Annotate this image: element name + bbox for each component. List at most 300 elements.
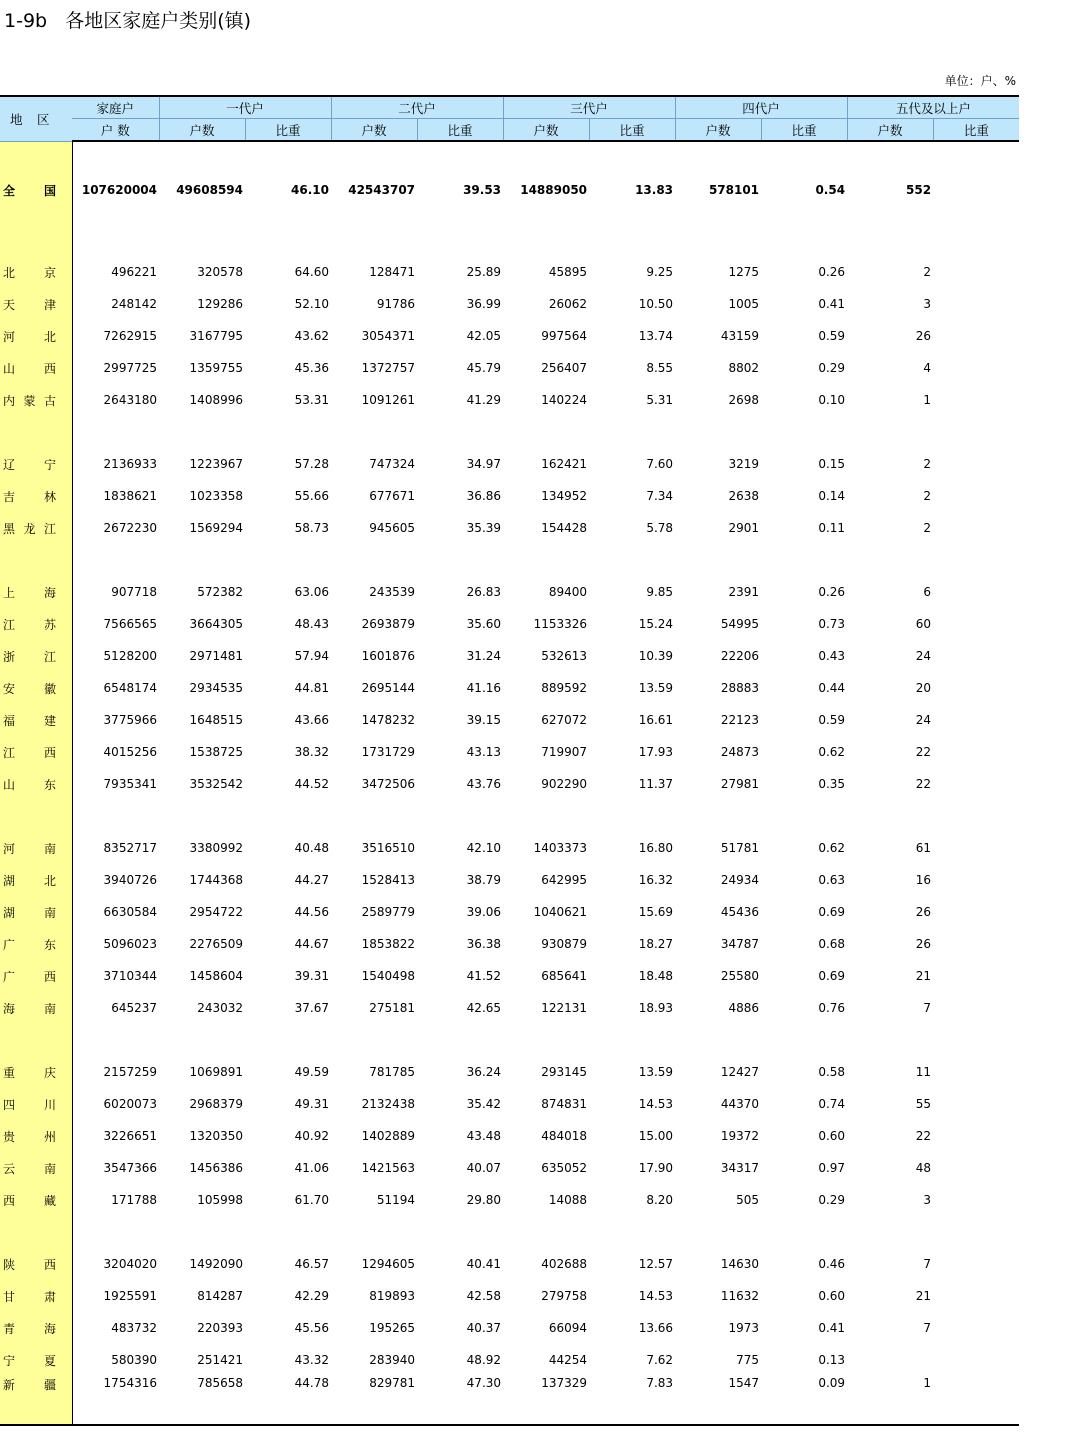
- region-cell: [0, 384, 72, 416]
- region-char: 庆: [43, 1065, 56, 1080]
- region-cell: [0, 1248, 72, 1280]
- value-cell: 1: [923, 393, 932, 407]
- value-cell: 57.28: [294, 457, 330, 471]
- value-cell: 14088: [548, 1193, 588, 1207]
- header-group-3: 三代户: [503, 96, 675, 119]
- value-cell: 36.38: [466, 937, 502, 951]
- value-cell: 2968379: [189, 1097, 243, 1111]
- value-cell: 1538725: [189, 745, 243, 759]
- value-cell: 0.59: [818, 713, 846, 727]
- value-cell: 22206: [720, 649, 760, 663]
- value-cell: 6630584: [103, 905, 157, 919]
- region-name: [3, 872, 56, 889]
- header-group-2: 二代户: [331, 96, 503, 119]
- value-cell: 3516510: [361, 841, 416, 855]
- value-cell: 8.55: [646, 361, 674, 375]
- value-cell: 1403373: [533, 841, 588, 855]
- region-name: [3, 1160, 56, 1177]
- value-cell: 0.60: [818, 1289, 846, 1303]
- value-cell: 0.14: [818, 489, 846, 503]
- region-name: [3, 1064, 56, 1081]
- value-cell: 2698: [728, 393, 760, 407]
- value-cell: 55.66: [294, 489, 330, 503]
- value-cell: 91786: [376, 297, 416, 311]
- value-cell: 483732: [111, 1321, 157, 1335]
- region-char: 福: [3, 713, 16, 728]
- value-cell: 38.32: [294, 745, 330, 759]
- value-cell: 0.35: [818, 777, 846, 791]
- value-cell: 40.37: [466, 1321, 502, 1335]
- value-cell: 34.97: [466, 457, 502, 471]
- value-cell: 13.83: [635, 183, 674, 197]
- region-char: 内: [3, 393, 16, 408]
- value-cell: 36.86: [466, 489, 502, 503]
- value-cell: 635052: [541, 1161, 588, 1175]
- value-cell: 1223967: [189, 457, 243, 471]
- value-cell: 0.10: [818, 393, 846, 407]
- value-cell: 2157259: [103, 1065, 157, 1079]
- value-cell: 3940726: [103, 873, 157, 887]
- value-cell: 44.52: [294, 777, 330, 791]
- value-cell: 645237: [111, 1001, 157, 1015]
- value-cell: 44.78: [245, 1376, 331, 1425]
- spacer-row: [0, 141, 1019, 156]
- value-cell: 14630: [720, 1257, 760, 1271]
- value-cell: 40.48: [294, 841, 330, 855]
- value-cell: 21: [915, 969, 932, 983]
- table-row: [0, 992, 1019, 1024]
- table-row: [0, 640, 1019, 672]
- value-cell: 0.97: [818, 1161, 846, 1175]
- table-row: [0, 960, 1019, 992]
- value-cell: 171788: [111, 1193, 157, 1207]
- value-cell: 2934535: [189, 681, 243, 695]
- value-cell: 25580: [720, 969, 760, 983]
- value-cell: 902290: [541, 777, 588, 791]
- region-cell: [0, 512, 72, 544]
- table-row: [0, 704, 1019, 736]
- region-char: 林: [43, 489, 56, 504]
- value-cell: 1456386: [189, 1161, 243, 1175]
- region-cell: [0, 864, 72, 896]
- value-cell: 44.67: [294, 937, 330, 951]
- value-cell: 44.27: [294, 873, 330, 887]
- value-cell: 44370: [720, 1097, 760, 1111]
- value-cell: 775: [736, 1353, 760, 1367]
- value-cell: [933, 384, 1019, 416]
- value-cell: 0.69: [818, 905, 846, 919]
- region-cell: [0, 1152, 72, 1184]
- value-cell: [933, 1088, 1019, 1120]
- value-cell: 402688: [541, 1257, 588, 1271]
- value-cell: 28883: [720, 681, 760, 695]
- value-cell: 45.79: [466, 361, 502, 375]
- value-cell: 15.69: [638, 905, 674, 919]
- value-cell: 49.59: [294, 1065, 330, 1079]
- value-cell: 42.65: [466, 1001, 502, 1015]
- region-cell: [0, 352, 72, 384]
- value-cell: 3: [923, 1193, 932, 1207]
- value-cell: 61: [915, 841, 932, 855]
- table-row: [0, 1344, 1019, 1376]
- value-cell: 105998: [197, 1193, 243, 1207]
- region-char: 西: [43, 1257, 56, 1272]
- region-char: 山: [3, 361, 16, 376]
- table-row: [0, 320, 1019, 352]
- region-name: [3, 840, 56, 857]
- value-cell: 1275: [728, 265, 760, 279]
- value-cell: 11632: [720, 1289, 760, 1303]
- value-cell: 3664305: [189, 617, 243, 631]
- value-cell: 35.39: [466, 521, 502, 535]
- header-row-groups: [0, 96, 1019, 119]
- value-cell: 22: [915, 745, 932, 759]
- region-char: 蒙: [23, 393, 36, 408]
- table-row: [0, 608, 1019, 640]
- value-cell: 2276509: [189, 937, 243, 951]
- value-cell: 26.83: [466, 585, 502, 599]
- value-cell: [933, 576, 1019, 608]
- value-cell: 42.10: [466, 841, 502, 855]
- value-cell: 0.63: [818, 873, 846, 887]
- value-cell: 2901: [728, 521, 760, 535]
- value-cell: 195265: [369, 1321, 416, 1335]
- value-cell: 51194: [376, 1193, 416, 1207]
- value-cell: 43.48: [466, 1129, 502, 1143]
- value-cell: 3226651: [103, 1129, 157, 1143]
- value-cell: [933, 960, 1019, 992]
- value-cell: 3167795: [189, 329, 243, 343]
- value-cell: [933, 156, 1019, 224]
- value-cell: 2391: [728, 585, 760, 599]
- value-cell: 747324: [369, 457, 416, 471]
- value-cell: 7: [923, 1321, 932, 1335]
- value-cell: [933, 896, 1019, 928]
- region-name: [3, 1192, 56, 1209]
- region-cell: [0, 1344, 72, 1376]
- region-char: 京: [43, 265, 56, 280]
- value-cell: 2589779: [361, 905, 416, 919]
- region-name: [3, 1256, 56, 1273]
- table-row: [0, 928, 1019, 960]
- table-row: [0, 288, 1019, 320]
- value-cell: 2954722: [189, 905, 243, 919]
- region-cell: [0, 320, 72, 352]
- region-name: [3, 520, 56, 537]
- value-cell: [933, 512, 1019, 544]
- value-cell: 13.74: [638, 329, 674, 343]
- value-cell: 43.13: [466, 745, 502, 759]
- region-char: 辽: [3, 457, 16, 472]
- value-cell: 8.20: [646, 1193, 674, 1207]
- table-row: [0, 1152, 1019, 1184]
- value-cell: 1294605: [361, 1257, 416, 1271]
- region-char: 上: [3, 585, 16, 600]
- header-ratio: 比重: [589, 119, 675, 142]
- value-cell: 89400: [548, 585, 588, 599]
- header-group-1: 一代户: [159, 96, 331, 119]
- table-row: [0, 512, 1019, 544]
- value-cell: 7.83: [589, 1376, 675, 1425]
- value-cell: 16.61: [638, 713, 674, 727]
- region-char: 湖: [3, 905, 16, 920]
- value-cell: [933, 288, 1019, 320]
- region-char: 北: [43, 873, 56, 888]
- value-cell: 3219: [728, 457, 760, 471]
- value-cell: 55: [915, 1097, 932, 1111]
- region-cell: [0, 1120, 72, 1152]
- value-cell: 129286: [197, 297, 243, 311]
- value-cell: 320578: [197, 265, 243, 279]
- value-cell: 3054371: [361, 329, 416, 343]
- value-cell: 2: [923, 457, 932, 471]
- region-char: 广: [3, 969, 16, 984]
- value-cell: 4: [923, 361, 932, 375]
- value-cell: [933, 704, 1019, 736]
- value-cell: 42.05: [466, 329, 502, 343]
- value-cell: 3380992: [189, 841, 243, 855]
- region-char: 宁: [3, 1353, 16, 1368]
- value-cell: 578101: [708, 183, 760, 197]
- value-cell: 40.07: [466, 1161, 502, 1175]
- region-name: [3, 648, 56, 665]
- region-char: 南: [43, 905, 56, 920]
- value-cell: 107620004: [81, 183, 157, 197]
- value-cell: 0.74: [818, 1097, 846, 1111]
- table-row: [0, 1184, 1019, 1216]
- region-char: 河: [3, 329, 16, 344]
- region-name: [3, 264, 56, 281]
- value-cell: 46.10: [291, 183, 330, 197]
- region-char: 南: [43, 841, 56, 856]
- region-char: 江: [43, 521, 56, 536]
- value-cell: 6: [923, 585, 932, 599]
- value-cell: 2693879: [361, 617, 416, 631]
- value-cell: 14.53: [638, 1289, 674, 1303]
- value-cell: 26: [915, 905, 932, 919]
- table-row: [0, 896, 1019, 928]
- value-cell: 39.53: [463, 183, 502, 197]
- table-row: [0, 1376, 1019, 1425]
- value-cell: [933, 1376, 1019, 1425]
- value-cell: 45.56: [294, 1321, 330, 1335]
- region-name: [3, 1376, 56, 1393]
- header-row-sub: [0, 119, 1019, 142]
- value-cell: 49608594: [176, 183, 243, 197]
- value-cell: 1754316: [72, 1376, 159, 1425]
- value-cell: 283940: [369, 1353, 416, 1367]
- unit-note: 单位：户、%: [944, 74, 1016, 88]
- value-cell: 532613: [541, 649, 588, 663]
- region-char: 川: [43, 1097, 56, 1112]
- region-char: 藏: [43, 1193, 56, 1208]
- value-cell: 819893: [369, 1289, 416, 1303]
- region-cell: [0, 960, 72, 992]
- value-cell: 9.85: [646, 585, 674, 599]
- value-cell: [933, 1248, 1019, 1280]
- region-char: 青: [3, 1321, 16, 1336]
- value-cell: 1731729: [361, 745, 416, 759]
- value-cell: 1648515: [189, 713, 243, 727]
- region-char: 西: [43, 361, 56, 376]
- header-household-count: 户 数: [72, 119, 159, 142]
- value-cell: 484018: [541, 1129, 588, 1143]
- table-row: [0, 1056, 1019, 1088]
- value-cell: 10.39: [638, 649, 674, 663]
- value-cell: 685641: [541, 969, 588, 983]
- value-cell: 9.25: [646, 265, 674, 279]
- value-cell: 1601876: [361, 649, 416, 663]
- value-cell: 53.31: [294, 393, 330, 407]
- region-char: 东: [43, 937, 56, 952]
- value-cell: 1005: [728, 297, 760, 311]
- value-cell: 3204020: [103, 1257, 157, 1271]
- spacer-row: [0, 800, 1019, 832]
- region-cell: [0, 1088, 72, 1120]
- region-cell: [0, 1280, 72, 1312]
- region-char: 肃: [43, 1289, 56, 1304]
- value-cell: 12427: [720, 1065, 760, 1079]
- value-cell: 677671: [369, 489, 416, 503]
- value-cell: [933, 832, 1019, 864]
- table-row: [0, 1088, 1019, 1120]
- value-cell: 39.15: [466, 713, 502, 727]
- value-cell: [933, 256, 1019, 288]
- table-row: [0, 1312, 1019, 1344]
- value-cell: 43159: [720, 329, 760, 343]
- value-cell: 1320350: [189, 1129, 243, 1143]
- value-cell: 0.60: [818, 1129, 846, 1143]
- value-cell: 13.66: [638, 1321, 674, 1335]
- value-cell: 140224: [541, 393, 588, 407]
- value-cell: 1023358: [189, 489, 243, 503]
- value-cell: 37.67: [294, 1001, 330, 1015]
- value-cell: 1744368: [189, 873, 243, 887]
- region-char: 江: [43, 649, 56, 664]
- value-cell: 0.44: [818, 681, 846, 695]
- value-cell: [933, 1152, 1019, 1184]
- region-cell: [0, 736, 72, 768]
- value-cell: 0.13: [818, 1353, 846, 1367]
- value-cell: 0.26: [818, 265, 846, 279]
- value-cell: 997564: [541, 329, 588, 343]
- region-char: 苏: [43, 617, 56, 632]
- value-cell: 45436: [720, 905, 760, 919]
- region-cell: [0, 1056, 72, 1088]
- region-name: [3, 1288, 56, 1305]
- value-cell: 719907: [541, 745, 588, 759]
- value-cell: 2638: [728, 489, 760, 503]
- value-cell: 18.93: [638, 1001, 674, 1015]
- value-cell: 2997725: [103, 361, 157, 375]
- value-cell: 0.41: [818, 297, 846, 311]
- value-cell: 0.76: [818, 1001, 846, 1015]
- value-cell: 2643180: [103, 393, 157, 407]
- value-cell: 1973: [728, 1321, 760, 1335]
- value-cell: 7.62: [646, 1353, 674, 1367]
- value-cell: 52.10: [294, 297, 330, 311]
- value-cell: 10.50: [638, 297, 674, 311]
- value-cell: 24873: [720, 745, 760, 759]
- value-cell: 7: [923, 1001, 932, 1015]
- value-cell: 8352717: [103, 841, 157, 855]
- region-name: [3, 936, 56, 953]
- value-cell: 293145: [541, 1065, 588, 1079]
- value-cell: 3532542: [189, 777, 243, 791]
- header-count: 户数: [847, 119, 933, 142]
- value-cell: 58.73: [294, 521, 330, 535]
- value-cell: [933, 448, 1019, 480]
- value-cell: [933, 736, 1019, 768]
- region-char: 四: [3, 1097, 16, 1112]
- value-cell: 7935341: [103, 777, 157, 791]
- value-cell: 0.58: [818, 1065, 846, 1079]
- value-cell: 2136933: [103, 457, 157, 471]
- region-char: 夏: [43, 1353, 56, 1368]
- value-cell: 2: [923, 265, 932, 279]
- value-cell: 17.93: [638, 745, 674, 759]
- region-cell: [0, 1184, 72, 1216]
- value-cell: 41.16: [466, 681, 502, 695]
- region-char: 北: [3, 265, 16, 280]
- value-cell: 22: [915, 1129, 932, 1143]
- value-cell: 1372757: [361, 361, 416, 375]
- value-cell: 0.15: [818, 457, 846, 471]
- value-cell: 2971481: [189, 649, 243, 663]
- value-cell: 889592: [541, 681, 588, 695]
- spacer-row: [0, 416, 1019, 448]
- region-char: 北: [43, 329, 56, 344]
- region-char: 建: [43, 713, 56, 728]
- table-row: [0, 256, 1019, 288]
- value-cell: 945605: [369, 521, 416, 535]
- value-cell: 122131: [541, 1001, 588, 1015]
- region-char: 国: [43, 183, 56, 198]
- value-cell: 45895: [548, 265, 588, 279]
- value-cell: 907718: [111, 585, 157, 599]
- region-name: [3, 584, 56, 601]
- value-cell: 31.24: [466, 649, 502, 663]
- value-cell: 36.99: [466, 297, 502, 311]
- value-cell: 0.62: [818, 841, 846, 855]
- value-cell: 41.52: [466, 969, 502, 983]
- region-name: [3, 712, 56, 729]
- value-cell: 1069891: [189, 1065, 243, 1079]
- region-char: 海: [43, 585, 56, 600]
- header-count: 户数: [675, 119, 761, 142]
- value-cell: 35.42: [466, 1097, 502, 1111]
- table-row: [0, 672, 1019, 704]
- table-row: [0, 864, 1019, 896]
- value-cell: 39.06: [466, 905, 502, 919]
- header-ratio: 比重: [761, 119, 847, 142]
- value-cell: 38.79: [466, 873, 502, 887]
- table-body: [0, 141, 1019, 1425]
- value-cell: 785658: [159, 1376, 245, 1425]
- value-cell: 61.70: [294, 1193, 330, 1207]
- region-char: 西: [43, 745, 56, 760]
- value-cell: 1458604: [189, 969, 243, 983]
- region-name: [3, 968, 56, 985]
- value-cell: 5.31: [646, 393, 674, 407]
- value-cell: 7.60: [646, 457, 674, 471]
- table-row: [0, 736, 1019, 768]
- value-cell: [933, 352, 1019, 384]
- value-cell: 0.46: [818, 1257, 846, 1271]
- region-char: 云: [3, 1161, 16, 1176]
- table-row: [0, 448, 1019, 480]
- region-char: 湖: [3, 873, 16, 888]
